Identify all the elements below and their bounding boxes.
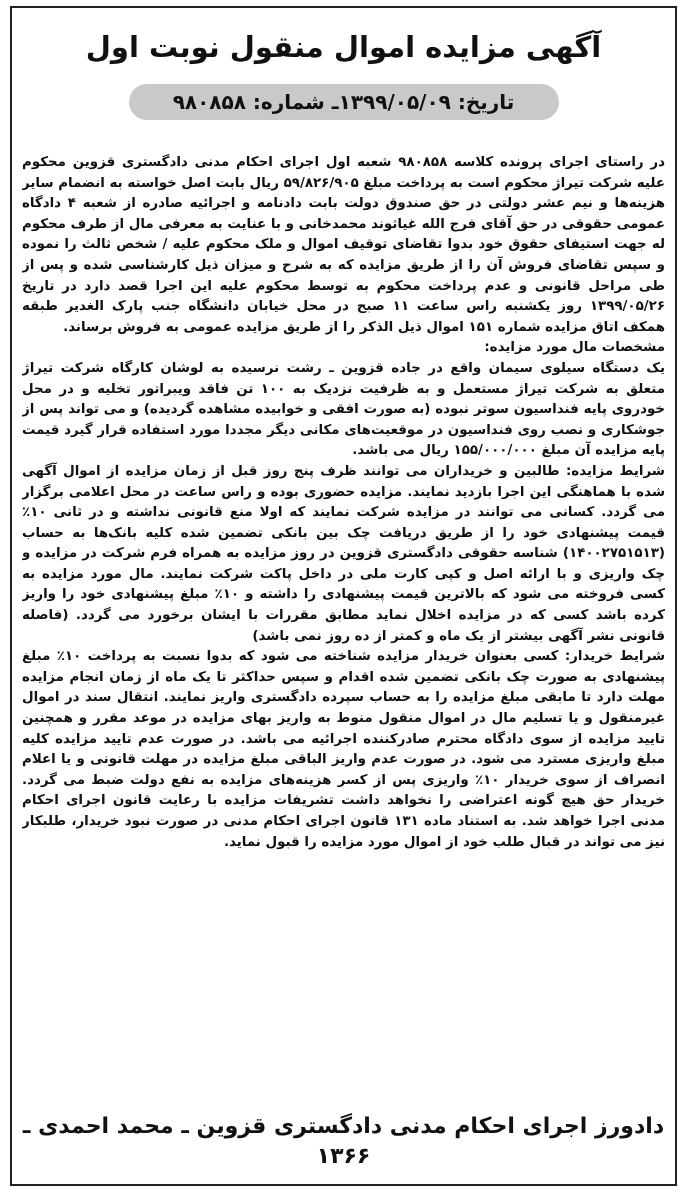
intro-paragraph: در راستای اجرای پرونده کلاسه ۹۸۰۸۵۸ شعبه اول اجرای احکام مدنی دادگستری قزوین محکوم علیه شرکت تیراژ محکوم است به پرداخت مبلغ ۵۹/۸۲۶/۹۰۵ ریال بابت اصل خواسته به انضمام سایر هزینه‌ها و نیم عشر دولتی در حق صندوق دولت بابت دادنامه و اجرائیه صادره از شعبه ۴ دادگاه عمومی حقوقی در حق آقای فرج الله غیاثوند محمدخانی و با عنایت به معرفی مال از طرف محکوم له جهت استیفای حقوق خود بدوا تقاضای توقیف اموال و ملک محکوم علیه / شخص ثالث را نموده و سپس تقاضای فروش آن را از طریق مزایده که به شرح و میزان ذیل کارشناسی شده و پس از طی مراحل قانونی و عدم پرداخت محکوم به توسط محکوم علیه این اجرا قصد دارد در تاریخ ۱۳۹۹/۰۵/۲۶ روز یکشنبه راس ساعت ۱۱ صبح در محل خیابان دانشگاه جنب پارک الغدیر طبقه همکف اتاق مزایده شماره ۱۵۱ اموال ذیل الذکر را از طریق مزایده عمومی به فروش برساند. [22, 155, 665, 335]
notice-frame [10, 6, 677, 1186]
conditions-paragraph [22, 462, 665, 647]
signature-footer: دادورز اجرای احکام مدنی دادگستری قزوین ـ محمد احمدی ـ ۱۳۶۶ [22, 1114, 665, 1169]
specs-heading: مشخصات مال مورد مزایده: [484, 340, 665, 356]
notice-body [22, 153, 665, 1126]
notice-title: آگهی مزایده اموال منقول نوبت اول [85, 30, 602, 64]
conditions-label: شرایط مزایده: [565, 463, 665, 479]
specs-paragraph: یک دستگاه سیلوی سیمان واقع در جاده قزوین ـ رشت نرسیده به لوشان کارگاه شرکت تیراژ متعلق به شرکت تیراژ مستعمل و به ظرفیت نزدیک به ۱۰۰ تن فاقد ویبراتور تخلیه و در محل خودروی پایه فنداسیون سوتر نبوده (به صورت افقی و خوابیده مشاهده گردیده) و می تواند پس از جوشکاری و نصب روی فنداسیون در موقعیت‌های مکانی دیگر مجددا مورد استفاده قرار گیرد قیمت پایه مزایده آن مبلغ ۱۵۵/۰۰۰/۰۰۰ ریال می باشد. [22, 360, 665, 459]
buyer-label: شرایط خریدار: [564, 649, 665, 665]
buyer-text: کسی بعنوان خریدار مزایده شناخته می شود که بدوا نسبت به پرداخت ۱۰٪ مبلغ پیشنهادی به صورت چک بانکی تضمین شده اقدام و سپس حداکثر تا یک ماه از زمان انجام مزایده مهلت دارد تا مابقی مبلغ مزایده را به حساب سپرده دادگستری واریز نمایند. انتقال سند در اموال غیرمنقول و یا تسلیم مال در اموال منقول منوط به واریز بهای مزایده در موعد مقرر و همچنین تایید مزایده از سوی دادگاه محترم صادرکننده اجرائیه می باشد. در صورت عدم تایید مزایده کلیه مبلغ واریزی مسترد می شود. در صورت عدم واریز الباقی مبلغ مزایده در مهلت قانونی و یا اعلام انصراف از سوی خریدار ۱۰٪ واریزی پس از کسر هزینه‌های مزایده به نفع دولت ضبط می گردد. خریدار حق هیچ گونه اعتراضی را نخواهد داشت تشریفات مزایده با رعایت قانون اجرای احکام مدنی اجرا خواهد شد. به استناد ماده ۱۳۱ قانون اجرای احکام مدنی در صورت نبود خریدار، طلبکار نیز می تواند در قبال طلب خود از اموال مورد مزایده را قبول نماید. [22, 649, 665, 850]
conditions-text: طالبین و خریداران می توانند ظرف پنج روز قبل از زمان مزایده از اموال آگهی شده با هماهنگی این اجرا بازدید نمایند. مزایده حضوری بوده و راس ساعت در محل اعلامی برگزار می گردد. کسانی می توانند در مزایده شرکت نمایند که اولا منع قانونی نداشته و در ثانی ۱۰٪ قیمت پیشنهادی خود را از طریق دریافت چک بین بانکی تضمین شده کلیه بانک‌ها به حساب (۱۴۰۰۲۷۵۱۵۱۳) شناسه حقوقی دادگستری قزوین در روز مزایده به همراه فرم شرکت در مزایده و چک واریزی و با ارائه اصل و کپی کارت ملی در داخل پاکت شرکت نمایند. مال مورد مزایده به کسی فروخته می شود که بالاترین قیمت پیشنهادی را داشته و ۱۰٪ مبلغ پیشنهادی خود را واریز کرده باشد کسی که در مزایده اخلال نماید مطابق مقررات با ایشان برخورد می گردد. (فاصله قانونی نشر آگهی بیشتر از یک ماه و کمتر از ده روز نمی باشد) [22, 463, 665, 644]
date-number-bar: تاریخ: ۱۳۹۹/۰۵/۰۹ـ شماره: ۹۸۰۸۵۸ [129, 84, 559, 120]
buyer-paragraph [22, 647, 665, 853]
